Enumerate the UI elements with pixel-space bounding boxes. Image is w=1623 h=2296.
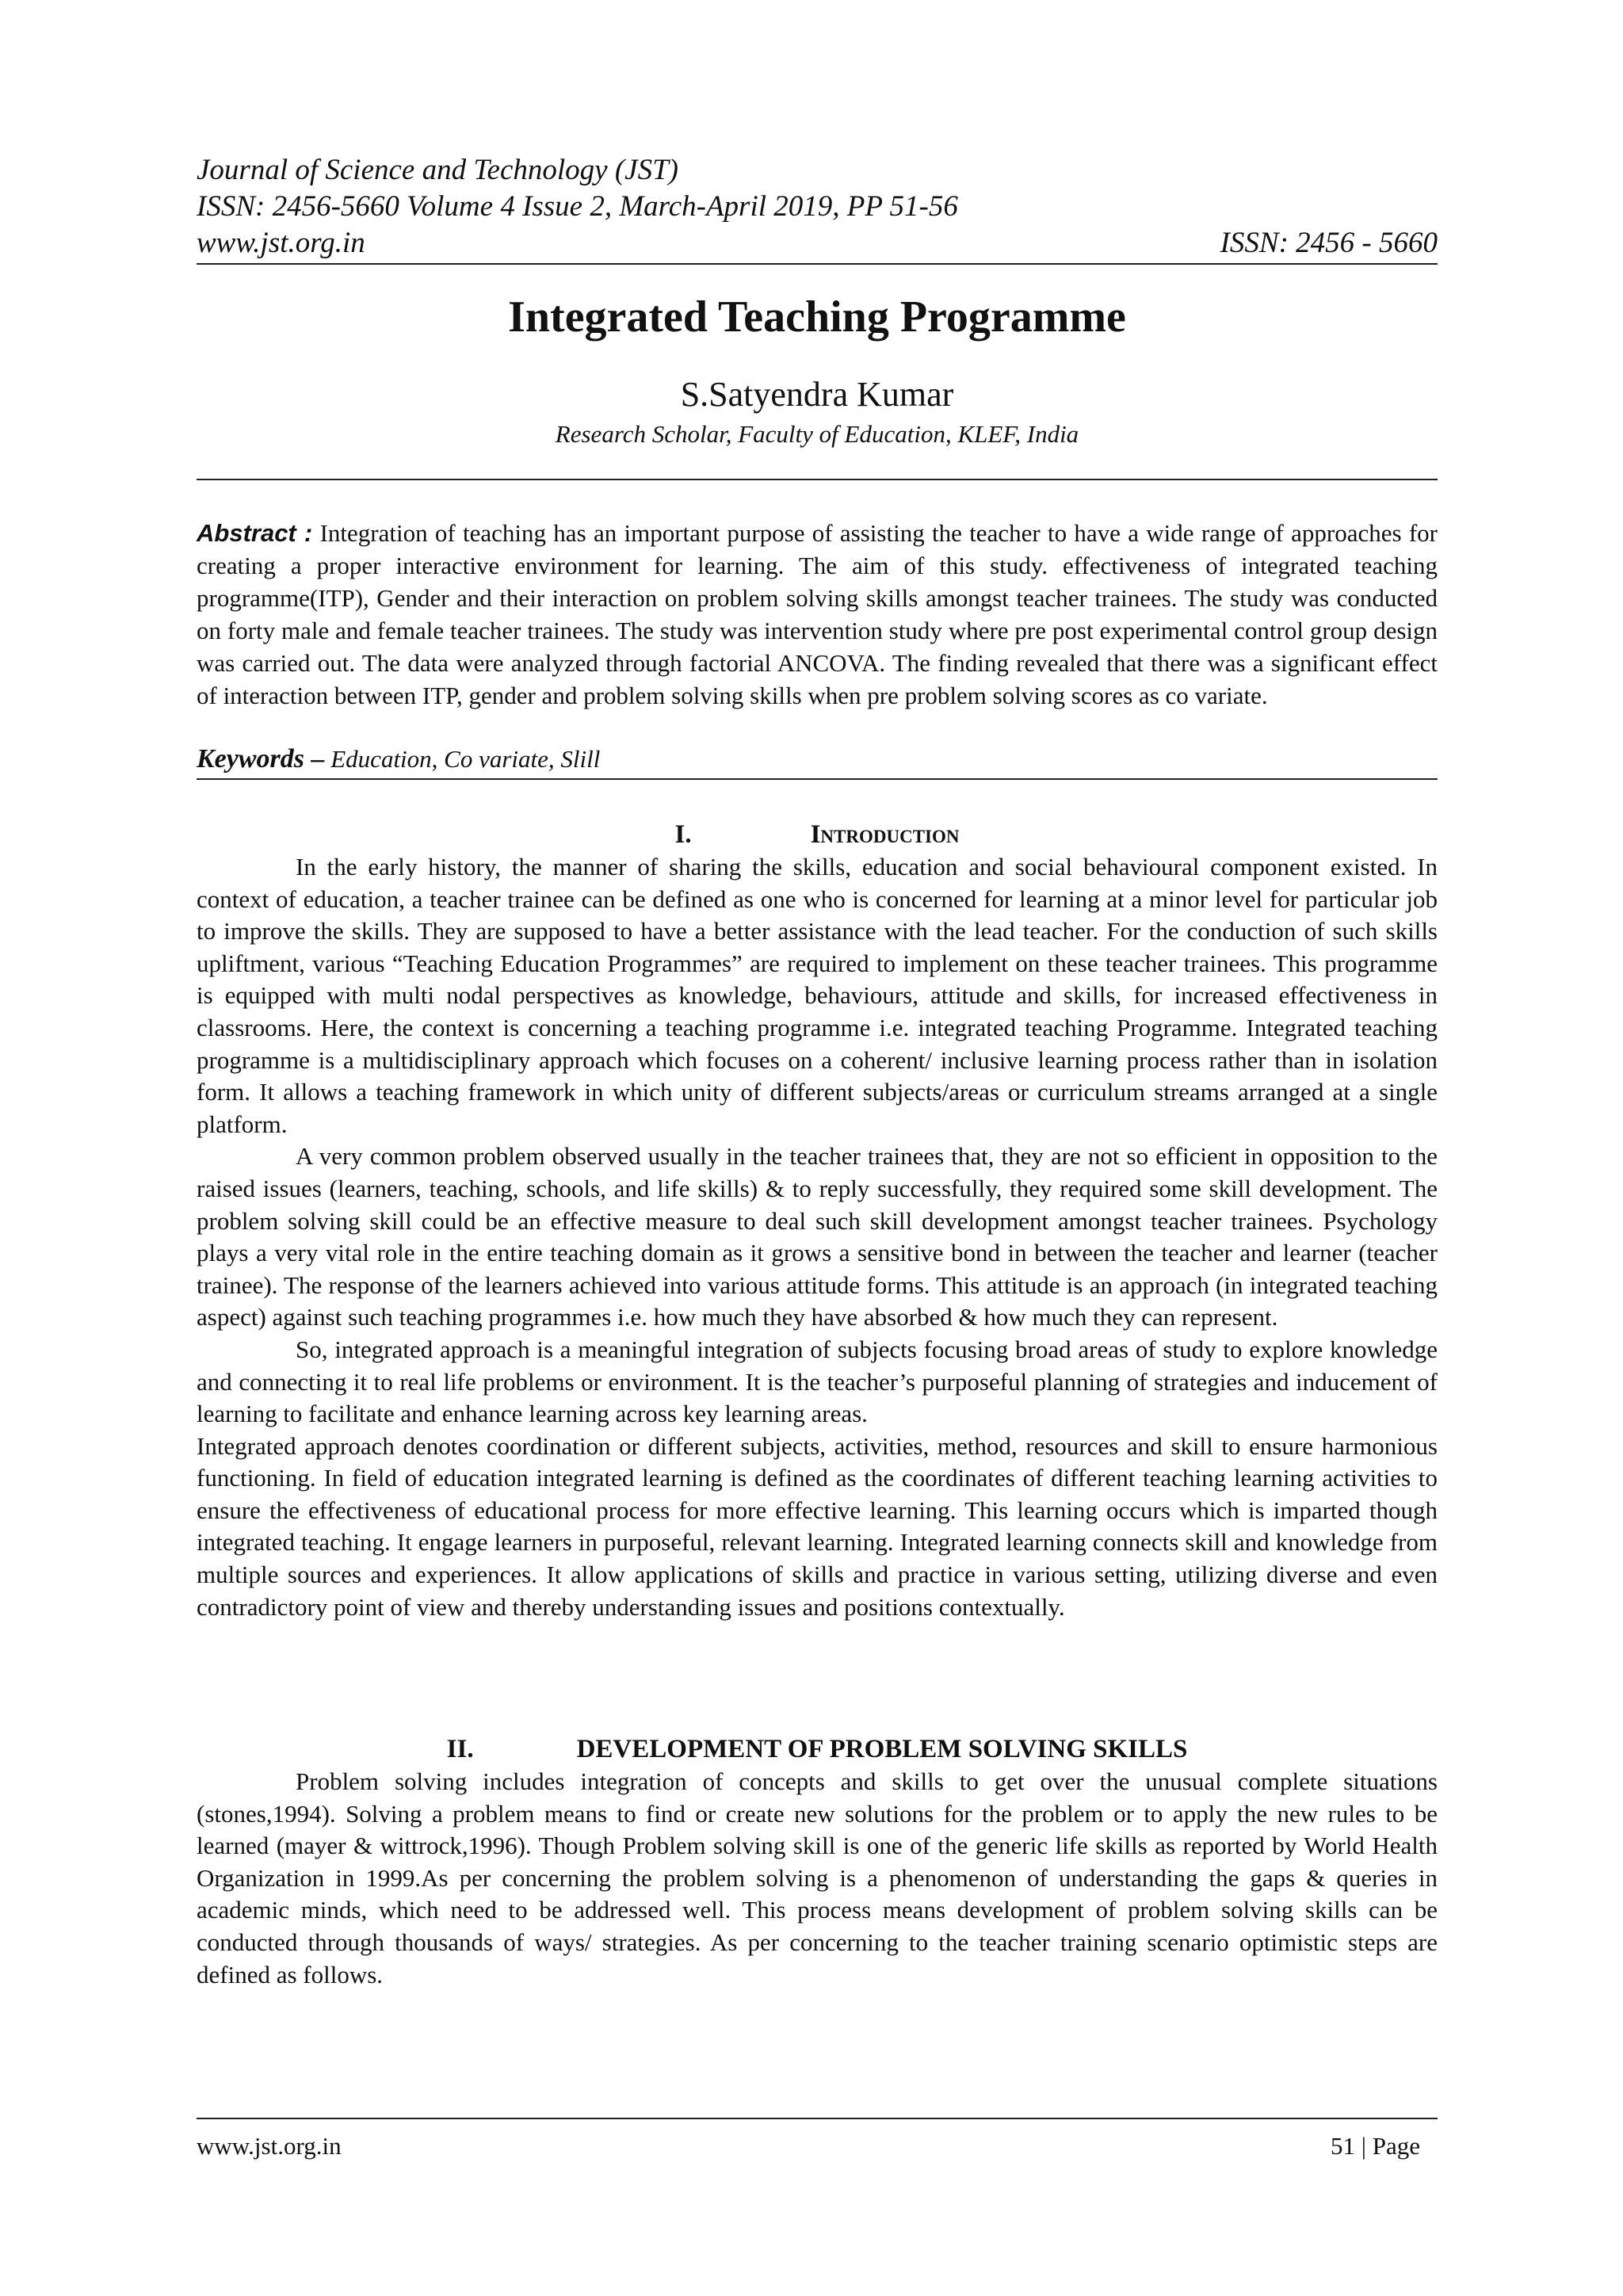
- section-heading: [197, 1733, 1438, 1766]
- section-number: I.: [674, 820, 692, 849]
- paragraph: Problem solving includes integration of concepts and skills to get over the unusual complete situations (stones,1994). Solving a problem means to find or create new solutions for the problem or to apply the new rules to be learned (mayer & wittrock,1996). Though Problem solving skill is one of the generic life skills as reported by World Health Organization in 1999.As per concerning the problem solving is a phenomenon of understanding the gaps & queries in academic minds, which need to be addressed well. This process means development of problem solving skills can be conducted through thousands of ways/ strategies. As per concerning to the teacher training scenario optimistic steps are defined as follows.: [197, 1767, 1438, 1988]
- section-problem-solving: [197, 1733, 1438, 1991]
- keywords: [197, 743, 1438, 780]
- abstract-text: Integration of teaching has an important purpose of assisting the teacher to have a wide range of approaches for creating a proper interactive environment for learning. The aim of this study. effectiveness of integrated teaching programme(ITP), Gender and their interaction on problem solving skills amongst teacher trainees. The study was conducted on forty male and female teacher trainees. The study was intervention study where pre post experimental control group design was carried out. The data were analyzed through factorial ANCOVA. The finding revealed that there was a significant effect of interaction between ITP, gender and problem solving skills when pre problem solving scores as co variate.: [197, 519, 1438, 709]
- paragraph: A very common problem observed usually in the teacher trainees that, they are not so efficient in opposition to the raised issues (learners, teaching, schools, and life skills) & to reply successfully, they required some skill development. The problem solving skill could be an effective measure to deal such skill development amongst teacher trainees. Psychology plays a very vital role in the entire teaching domain as it grows a sensitive bond in between the teacher and learner (teacher trainee). The response of the learners achieved into various attitude forms. This attitude is an approach (in integrated teaching aspect) against such teaching programmes i.e. how much they have absorbed & how much they can represent.: [197, 1142, 1438, 1331]
- abstract: [197, 517, 1438, 712]
- keywords-text: Education, Co variate, Slill: [330, 745, 601, 773]
- author-name: S.Satyendra Kumar: [680, 375, 954, 414]
- journal-issn: ISSN: 2456 - 5660: [1220, 227, 1438, 259]
- paragraph: In the early history, the manner of sharing the skills, education and social behavioural component existed. In context of education, a teacher trainee can be defined as one who is concerned for learning at a minor level for particular job to improve the skills. They are supposed to have a better assistance with the lead teacher. For the conduction of such skills upliftment, various “Teaching Education Programmes” are required to implement on these teacher trainees. This programme is equipped with multi nodal perspectives as knowledge, behaviours, attitude and skills, for increased effectiveness in classrooms. Here, the context is concerning a teaching programme i.e. integrated teaching Programme. Integrated teaching programme is a multidisciplinary approach which focuses on a coherent/ inclusive learning process rather than in isolation form. It allows a teaching framework in which unity of different subjects/areas or curriculum streams arranged at a single platform.: [197, 853, 1438, 1138]
- footer-website[interactable]: www.jst.org.in: [197, 2132, 342, 2160]
- journal-header: [197, 152, 1438, 265]
- journal-name: Journal of Science and Technology (JST): [197, 154, 678, 186]
- paper-title: Integrated Teaching Programme: [508, 292, 1126, 342]
- journal-website[interactable]: www.jst.org.in: [197, 227, 365, 259]
- section-introduction: [197, 818, 1438, 1623]
- paragraph: So, integrated approach is a meaningful integration of subjects focusing broad areas of study to explore knowledge and connecting it to real life problems or environment. It is the teacher’s purposeful planning of strategies and inducement of learning to facilitate and enhance learning across key learning areas.: [197, 1335, 1438, 1428]
- page-footer: [197, 2118, 1438, 2162]
- journal-issue: ISSN: 2456-5660 Volume 4 Issue 2, March-April 2019, PP 51-56: [197, 190, 958, 223]
- header-rule-row: [197, 225, 1438, 265]
- author-affiliation: Research Scholar, Faculty of Education, KLEF, India: [555, 420, 1079, 448]
- abstract-label: Abstract :: [197, 519, 313, 547]
- section-title: Introduction: [810, 820, 960, 849]
- paragraph: Integrated approach denotes coordination or different subjects, activities, method, resources and skill to ensure harmonious functioning. In field of education integrated learning is defined as the coordinates of different teaching learning activities to ensure the effectiveness of educational process for more effective learning. This learning occurs which is imparted though integrated teaching. It engage learners in purposeful, relevant learning. Integrated learning connects skill and knowledge from multiple sources and experiences. It allow applications of skills and practice in various setting, utilizing diverse and even contradictory point of view and thereby understanding issues and positions contextually.: [197, 1431, 1438, 1621]
- section-heading: [197, 818, 1438, 851]
- paper-page: [197, 0, 1438, 2296]
- section-number: II.: [446, 1735, 474, 1763]
- section-title: DEVELOPMENT OF PROBLEM SOLVING SKILLS: [576, 1735, 1188, 1763]
- keywords-label: Keywords –: [197, 744, 325, 774]
- page-number: 51 | Page: [1331, 2132, 1420, 2160]
- title-divider: [197, 479, 1438, 480]
